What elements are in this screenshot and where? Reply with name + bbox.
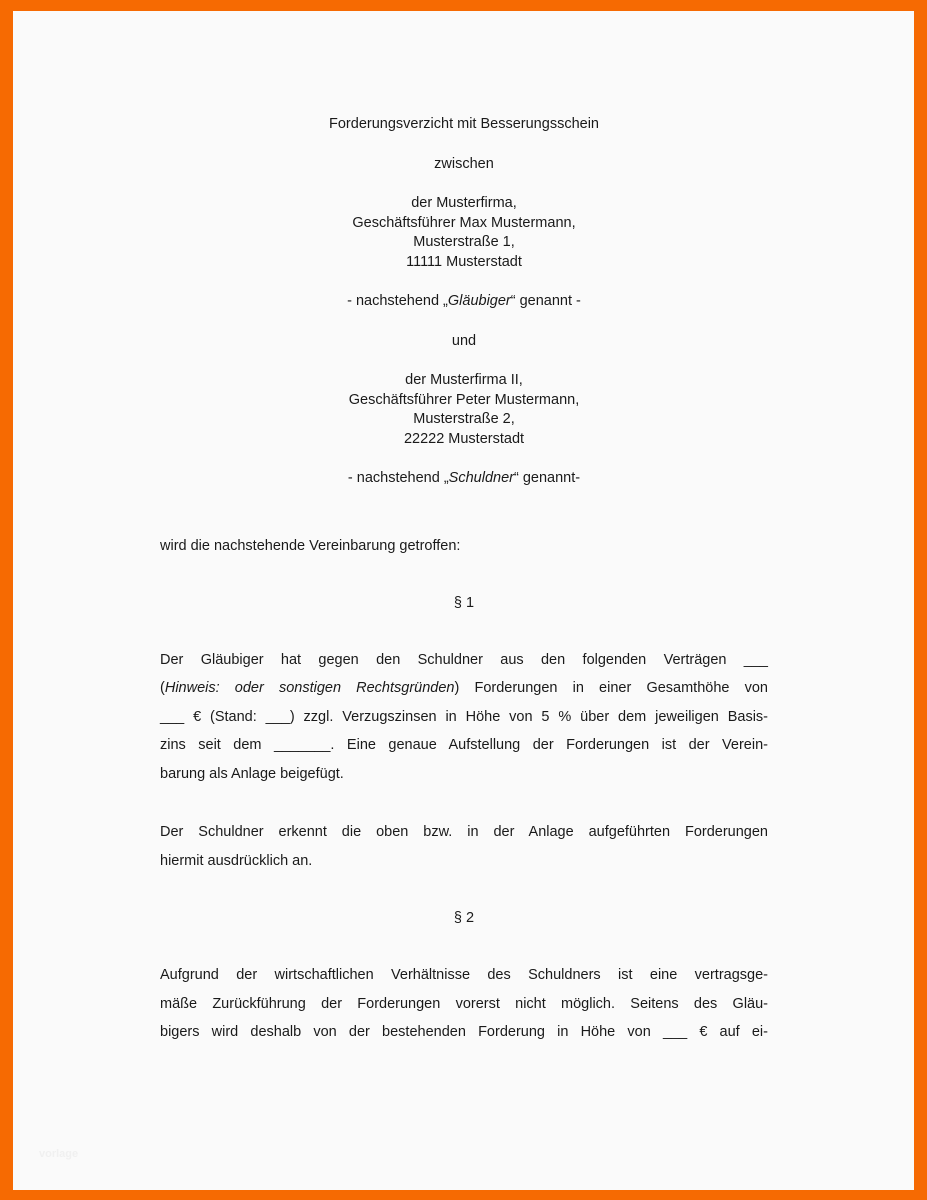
section1-heading: § 1 xyxy=(453,594,475,611)
watermark-text: vorlage xyxy=(39,1148,79,1160)
creditor-designation xyxy=(160,292,768,312)
creditor-line-1: der Musterfirma, xyxy=(411,195,517,211)
s2-p1-line3: bigers wird deshalb von der bestehenden Forderung in Höhe von ___ € auf ei- xyxy=(160,1024,768,1040)
and-label: und xyxy=(451,332,477,349)
document-body xyxy=(13,11,914,1047)
section2-heading: § 2 xyxy=(453,910,475,926)
section2-paragraph1 xyxy=(160,961,768,1047)
debtor-line-1: der Musterfirma II, xyxy=(405,372,523,388)
s1-p1-line1: Der Gläubiger hat gegen den Schuldner aus den folgenden Verträgen ___ xyxy=(160,651,768,668)
creditor-line-4: 11111 Musterstadt xyxy=(406,253,522,270)
debtor-line-3: Musterstraße 2, xyxy=(413,411,515,427)
creditor-designation-suffix: “ genannt - xyxy=(510,293,581,309)
document-title: Forderungsverzicht mit Besserungsschein xyxy=(329,116,599,132)
between-label: zwischen xyxy=(434,155,494,172)
s1-p2-line1: Der Schuldner erkennt die oben bzw. in der Anlage aufgeführten Forderungen xyxy=(160,824,768,840)
s1-p1-line2-hint: Hinweis: oder sonstigen Rechtsgründen xyxy=(164,680,455,696)
s1-p1-line2-open: ( xyxy=(160,680,165,696)
s1-p1-line2-rest: ) Forderungen in einer Gesamthöhe von xyxy=(454,680,768,696)
debtor-designation xyxy=(160,469,768,489)
s1-p2-line2: hiermit ausdrücklich an. xyxy=(160,852,313,869)
s2-p1-line2: mäße Zurückführung der Forderungen vorerst nicht möglich. Seitens des Gläu- xyxy=(160,995,768,1012)
debtor-designation-prefix: - nachstehend „ xyxy=(347,470,449,486)
creditor-address-block xyxy=(160,194,768,272)
debtor-address-block xyxy=(160,371,768,449)
s1-p1-line4: zins seit dem _______. Eine genaue Aufstellung der Forderungen ist der Verein- xyxy=(160,737,768,753)
s1-p1-line3: ___ € (Stand: ___) zzgl. Verzugszinsen in Höhe von 5 % über dem jeweiligen Basis- xyxy=(160,708,768,725)
lead-in-line: wird die nachstehende Vereinbarung getroffen: xyxy=(160,537,461,554)
creditor-line-3: Musterstraße 1, xyxy=(413,234,515,250)
debtor-line-4: 22222 Musterstadt xyxy=(403,430,525,447)
debtor-line-2: Geschäftsführer Peter Mustermann, xyxy=(348,391,580,408)
creditor-line-2: Geschäftsführer Max Mustermann, xyxy=(352,214,576,231)
creditor-designation-prefix: - nachstehend „ xyxy=(347,293,448,309)
s1-p1-line2 xyxy=(160,674,768,703)
section1-paragraph1 xyxy=(160,646,768,789)
s2-p1-line1: Aufgrund der wirtschaftlichen Verhältnisse des Schuldners ist eine vertragsge- xyxy=(160,967,768,983)
s1-p1-line5: barung als Anlage beigefügt. xyxy=(160,765,344,782)
section1-paragraph2 xyxy=(160,818,768,875)
debtor-designation-name: Schuldner xyxy=(448,470,514,486)
document-page xyxy=(13,11,914,1190)
creditor-designation-name: Gläubiger xyxy=(447,293,511,309)
debtor-designation-suffix: “ genannt- xyxy=(513,470,581,486)
